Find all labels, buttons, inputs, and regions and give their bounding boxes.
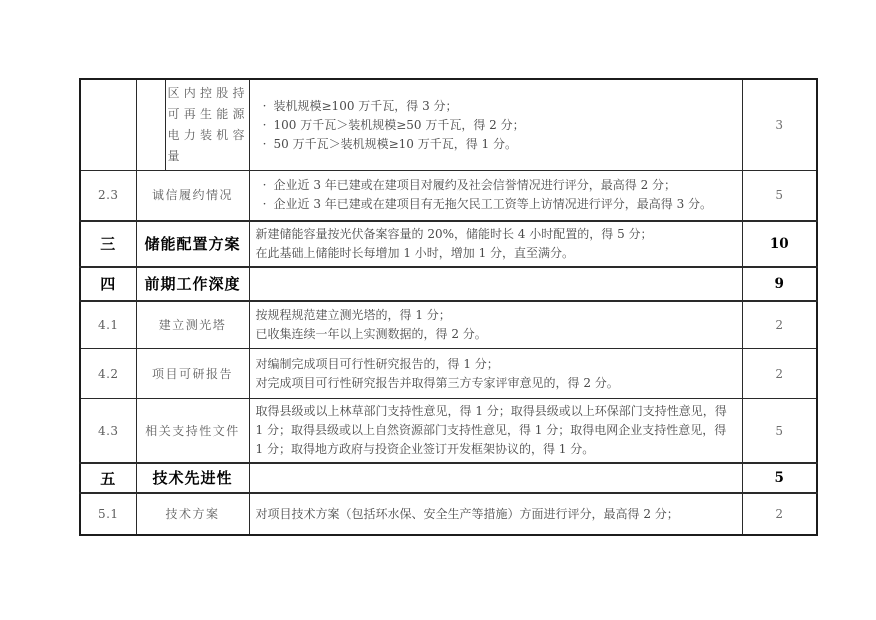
criterion-text: 企业近 3 年已建或在建项目有无拖欠民工工资等上访情况进行评分，最高得 3 分。 bbox=[273, 197, 713, 212]
row-number-cell: 2.3 bbox=[80, 171, 136, 221]
category-cell: 技术方案 bbox=[136, 493, 249, 535]
bullet-icon: · bbox=[262, 197, 267, 212]
category-cell: 项目可研报告 bbox=[136, 349, 249, 399]
table-body bbox=[80, 79, 817, 535]
score-cell: 3 bbox=[742, 79, 817, 171]
criterion-text: 对完成项目可行性研究报告并取得第三方专家评审意见的，得 2 分。 bbox=[255, 375, 619, 390]
row-number-cell: 五 bbox=[80, 463, 136, 493]
spacer-cell bbox=[136, 79, 165, 171]
bullet-line bbox=[256, 195, 734, 214]
table-row-5.1 bbox=[80, 493, 817, 535]
criterion-text: 按规程规范建立测光塔的，得 1 分； bbox=[255, 307, 451, 322]
row-number-cell: 4.1 bbox=[80, 301, 136, 349]
content-cell bbox=[249, 463, 742, 493]
category-cell: 建立测光塔 bbox=[136, 301, 249, 349]
table-row-五 bbox=[80, 463, 817, 493]
bullet-icon: · bbox=[262, 178, 267, 193]
criterion-text: 已收集连续一年以上实测数据的，得 2 分。 bbox=[255, 326, 487, 341]
scoring-criteria-table bbox=[79, 78, 818, 536]
criterion-text: 对项目技术方案（包括环水保、安全生产等措施）方面进行评分，最高得 2 分； bbox=[255, 506, 679, 521]
table-row-2.3 bbox=[80, 171, 817, 221]
category-cell: 储能配置方案 bbox=[136, 221, 249, 267]
row-number-cell: 4.3 bbox=[80, 399, 136, 464]
criterion-text: 对编制完成项目可行性研究报告的，得 1 分； bbox=[255, 356, 499, 371]
bullet-icon: · bbox=[262, 98, 267, 113]
criterion-text: 新建储能容量按光伏备案容量的 20%，储能时长 4 小时配置的，得 5 分； bbox=[255, 226, 653, 241]
table-row-continuation bbox=[80, 79, 817, 171]
bullet-icon: · bbox=[262, 136, 267, 151]
table-row-四 bbox=[80, 267, 817, 301]
category-cell: 技术先进性 bbox=[136, 463, 249, 493]
bullet-line bbox=[256, 116, 734, 135]
row-number-cell bbox=[80, 79, 136, 171]
content-cell bbox=[249, 267, 742, 301]
score-cell: 10 bbox=[742, 221, 817, 267]
category-cell: 诚信履约情况 bbox=[136, 171, 249, 221]
content-cell bbox=[249, 79, 742, 171]
content-cell bbox=[249, 301, 742, 349]
row-number-cell: 三 bbox=[80, 221, 136, 267]
score-cell: 2 bbox=[742, 349, 817, 399]
bullet-line bbox=[256, 135, 734, 154]
content-cell bbox=[249, 399, 742, 464]
score-cell: 2 bbox=[742, 493, 817, 535]
table-row-三 bbox=[80, 221, 817, 267]
table-row-4.3 bbox=[80, 399, 817, 464]
score-cell: 5 bbox=[742, 463, 817, 493]
row-number-cell: 5.1 bbox=[80, 493, 136, 535]
score-cell: 5 bbox=[742, 171, 817, 221]
score-cell: 2 bbox=[742, 301, 817, 349]
bullet-line bbox=[256, 97, 734, 116]
criterion-text: 企业近 3 年已建或在建项目对履约及社会信誉情况进行评分，最高得 2 分； bbox=[273, 178, 677, 193]
row-number-cell: 4.2 bbox=[80, 349, 136, 399]
criterion-text: 100 万千瓦＞装机规模≥50 万千瓦，得 2 分； bbox=[273, 117, 525, 132]
criterion-text: 在此基础上储能时长每增加 1 小时，增加 1 分，直至满分。 bbox=[255, 245, 575, 260]
bullet-icon: · bbox=[262, 117, 267, 132]
criterion-text: 50 万千瓦＞装机规模≥10 万千瓦，得 1 分。 bbox=[273, 136, 517, 151]
score-cell: 5 bbox=[742, 399, 817, 464]
category-cell: 相关支持性文件 bbox=[136, 399, 249, 464]
content-cell bbox=[249, 349, 742, 399]
content-cell bbox=[249, 171, 742, 221]
score-cell: 9 bbox=[742, 267, 817, 301]
category-cell: 前期工作深度 bbox=[136, 267, 249, 301]
criterion-text: 装机规模≥100 万千瓦，得 3 分； bbox=[273, 98, 458, 113]
content-cell bbox=[249, 221, 742, 267]
table-row-4.2 bbox=[80, 349, 817, 399]
table-row-4.1 bbox=[80, 301, 817, 349]
category-cell: 区内控股持可再生能源电力装机容量 bbox=[165, 79, 249, 171]
row-number-cell: 四 bbox=[80, 267, 136, 301]
bullet-line bbox=[256, 176, 734, 195]
content-cell bbox=[249, 493, 742, 535]
criterion-text: 取得县级或以上林草部门支持性意见，得 1 分；取得县级或以上环保部门支持性意见，得 1 分；取得县级或以上自然资源部门支持性意见，得 1 分；取得电网企业支持性意见，得 1 分；取得地方政府与投资企业签订开发框架协议的，得 1 分。 bbox=[255, 404, 727, 456]
